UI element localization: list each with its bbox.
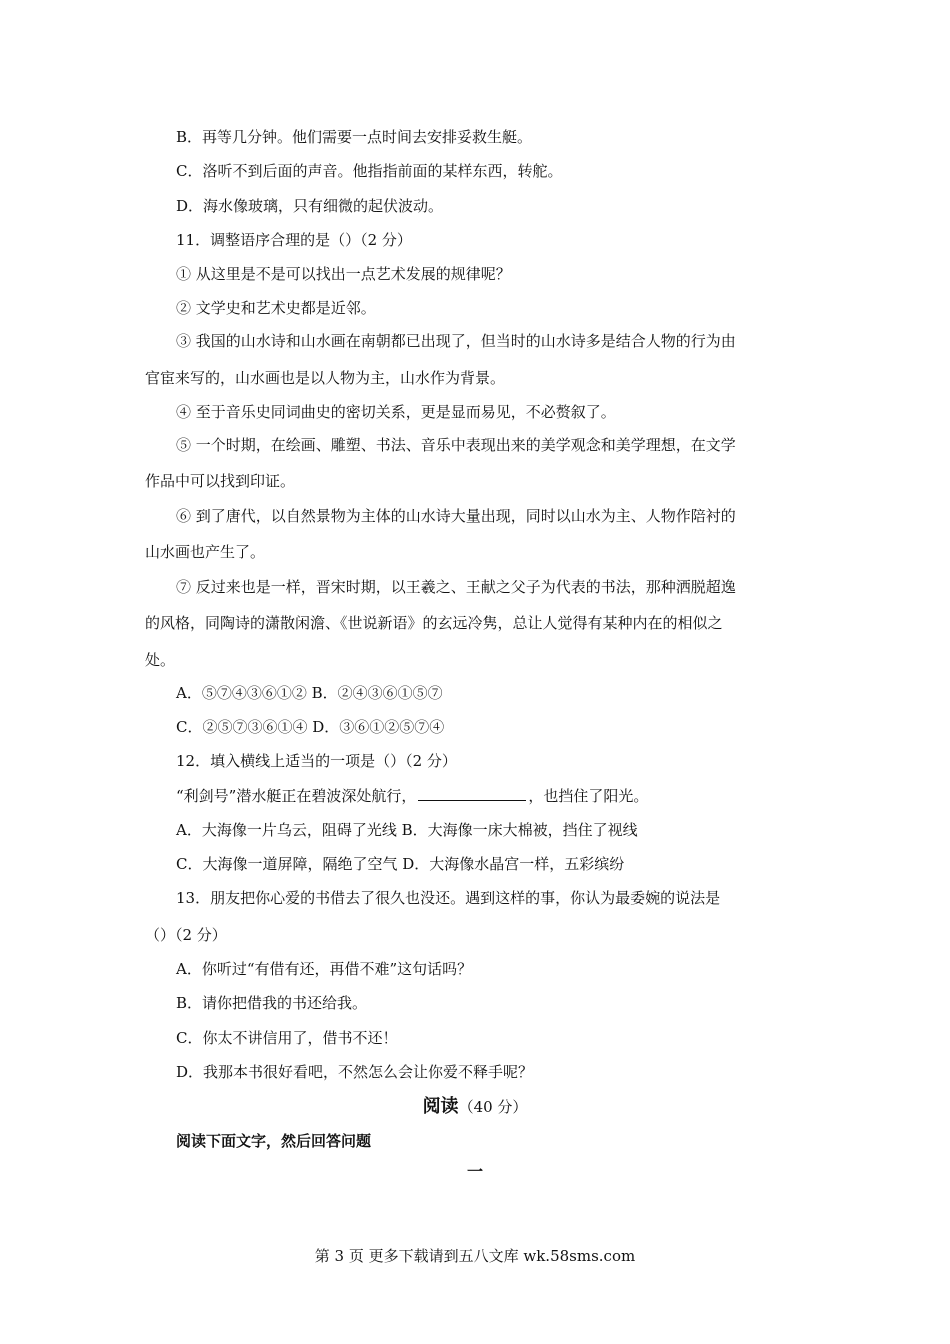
fill-blank-sentence-start: “利剑号”潜水艇正在碧波深处航行，: [176, 787, 417, 805]
sentence-7: ⑦ 反过来也是一样，晋宋时期，以王羲之、王献之父子为代表的书法，那种洒脱超逸: [176, 578, 736, 596]
options-ab-q12: A．大海像一片乌云，阻碍了光线 B．大海像一床大棉被，挡住了视线: [176, 821, 638, 839]
question-13-cont: （）（2 分）: [145, 926, 227, 944]
sentence-6: ⑥ 到了唐代，以自然景物为主体的山水诗大量出现，同时以山水为主、人物作陪衬的: [176, 507, 736, 525]
options-cd-q11: C．②⑤⑦③⑥①④ D．③⑥①②⑤⑦④: [176, 718, 445, 736]
option-d-q10: D．海水像玻璃，只有细微的起伏波动。: [176, 197, 444, 215]
options-cd-q12: C．大海像一道屏障，隔绝了空气 D．大海像水晶宫一样，五彩缤纷: [176, 855, 625, 873]
sentence-5-cont: 作品中可以找到印证。: [145, 472, 296, 490]
fill-blank-sentence: [176, 786, 648, 806]
option-d-q13: D．我那本书很好看吧，不然怎么会让你爱不释手呢？: [176, 1063, 534, 1081]
section-heading: [0, 1096, 950, 1118]
passage-number: 一: [466, 1162, 483, 1181]
reading-instruction: 阅读下面文字，然后回答问题: [176, 1132, 372, 1150]
sentence-7-cont: 的风格，同陶诗的潇散闲澹、《世说新语》的玄远冷隽，总让人觉得有某种内在的相似之: [145, 614, 723, 632]
sentence-1: ① 从这里是不是可以找出一点艺术发展的规律呢？: [176, 265, 511, 283]
fill-blank-sentence-end: ，也挡住了阳光。: [528, 787, 649, 805]
sentence-3: ③ 我国的山水诗和山水画在南朝都已出现了，但当时的山水诗多是结合人物的行为由: [176, 332, 736, 350]
sentence-6-cont: 山水画也产生了。: [145, 543, 266, 561]
sentence-7-end: 处。: [145, 651, 176, 669]
question-11: 11．调整语序合理的是（）（2 分）: [176, 231, 412, 249]
option-b-q13: B．请你把借我的书还给我。: [176, 994, 368, 1012]
page-footer: 第 3 页 更多下载请到五八文库 wk.58sms.com: [314, 1247, 636, 1265]
sentence-4: ④ 至于音乐史同词曲史的密切关系，更是显而易见，不必赘叙了。: [176, 403, 616, 421]
option-a-q13: A．你听过“有借有还，再借不难”这句话吗？: [176, 960, 473, 978]
sentence-2: ② 文学史和艺术史都是近邻。: [176, 299, 376, 317]
option-c-q13: C．你太不讲信用了，借书不还！: [176, 1029, 398, 1047]
option-c-q10: C．洛听不到后面的声音。他指指前面的某样东西，转舵。: [176, 162, 563, 180]
sentence-5: ⑤ 一个时期，在绘画、雕塑、书法、音乐中表现出来的美学观念和美学理想，在文学: [176, 436, 736, 454]
section-title: 阅读: [422, 1096, 459, 1117]
sentence-3-cont: 官宦来写的，山水画也是以人物为主，山水作为背景。: [145, 369, 506, 387]
blank-line: [418, 786, 526, 801]
section-points: （40 分）: [458, 1098, 528, 1116]
question-13: 13．朋友把你心爱的书借去了很久也没还。遇到这样的事，你认为最委婉的说法是: [176, 889, 721, 907]
question-12: 12．填入横线上适当的一项是（）（2 分）: [176, 752, 457, 770]
options-ab-q11: A．⑤⑦④③⑥①② B．②④③⑥①⑤⑦: [176, 684, 443, 702]
option-b-q10: B．再等几分钟。他们需要一点时间去安排妥救生艇。: [176, 128, 533, 146]
